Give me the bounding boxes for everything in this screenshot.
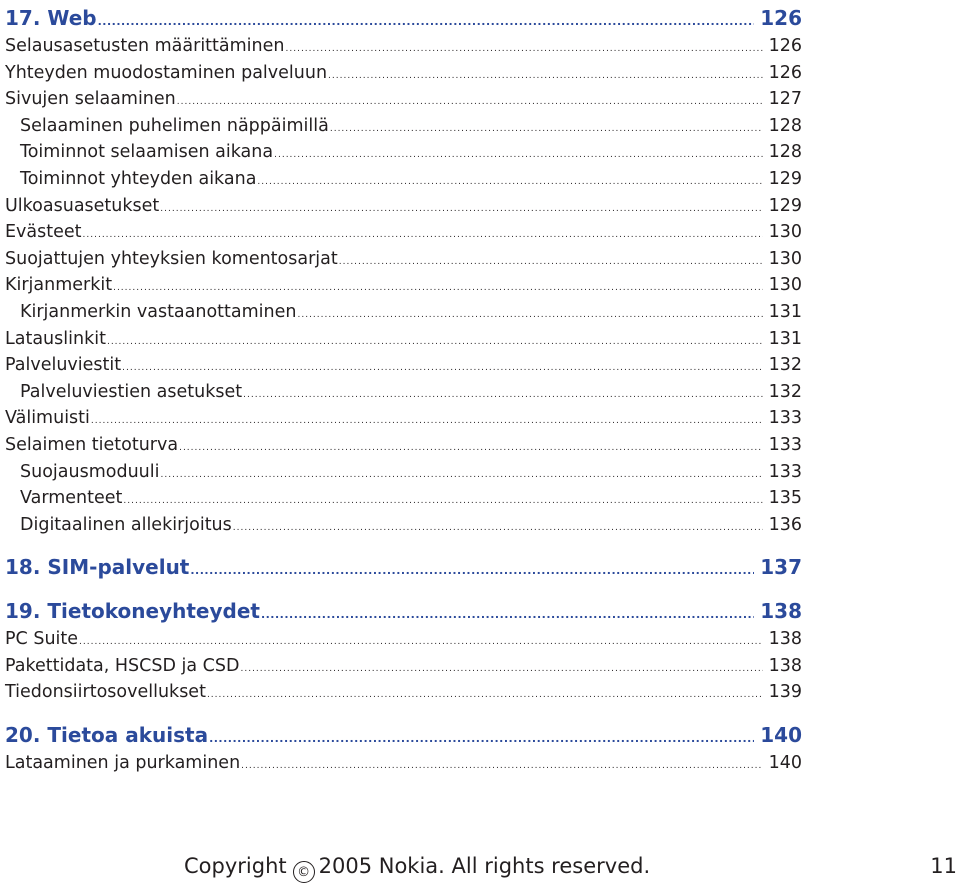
toc-label: 18. SIM-palvelut <box>5 555 190 580</box>
toc-label: Suojattujen yhteyksien komentosarjat <box>5 248 338 269</box>
toc-leader-dots <box>257 169 762 196</box>
toc-entry-row[interactable] <box>5 139 802 166</box>
toc-leader-dots <box>286 36 763 63</box>
copyright-text: 2005 Nokia. All rights reserved. <box>318 854 651 878</box>
toc-label: Selausasetusten määrittäminen <box>5 36 285 56</box>
toc-entry-row[interactable] <box>5 432 802 459</box>
toc-leader-dots <box>160 462 762 489</box>
toc-label: Selaimen tietoturva <box>5 434 179 455</box>
toc-leader-dots <box>241 753 762 780</box>
toc-leader-dots <box>243 382 762 409</box>
toc-label: Toiminnot yhteyden aikana <box>20 168 257 189</box>
toc-label: Lataaminen ja purkaminen <box>5 753 241 774</box>
toc-page-number: 126 <box>768 36 802 56</box>
toc-chapter-row[interactable] <box>5 3 802 33</box>
toc-page-number: 133 <box>768 408 802 429</box>
toc-label: Välimuisti <box>5 408 90 429</box>
toc-page-number: 129 <box>768 195 802 216</box>
toc-entry-row[interactable] <box>5 512 802 539</box>
toc-leader-dots <box>190 556 754 586</box>
toc-page-number: 128 <box>768 115 802 136</box>
toc-entry-row[interactable] <box>5 246 802 273</box>
toc-page-number: 138 <box>760 599 802 624</box>
toc-leader-dots <box>179 435 763 462</box>
toc-chapter-row[interactable] <box>5 596 802 626</box>
toc-page-number: 139 <box>768 682 802 703</box>
copyright-notice <box>184 854 650 883</box>
toc-page-number: 129 <box>768 168 802 189</box>
toc-page-number: 130 <box>768 275 802 296</box>
toc-entry-row[interactable] <box>5 405 802 432</box>
toc-leader-dots <box>330 116 763 143</box>
toc-label: Toiminnot selaamisen aikana <box>20 142 274 163</box>
toc-leader-dots <box>261 600 754 630</box>
toc-label: Evästeet <box>5 222 82 243</box>
toc-label: Latauslinkit <box>5 328 106 349</box>
toc-leader-dots <box>107 329 763 356</box>
toc-entry-row[interactable] <box>5 219 802 246</box>
toc-entry-row[interactable] <box>5 86 802 113</box>
toc-leader-dots <box>122 355 762 382</box>
toc-page-number: 130 <box>768 222 802 243</box>
page-number: 11 <box>930 854 957 878</box>
toc-page-number: 140 <box>760 723 802 748</box>
toc-label: Sivujen selaaminen <box>5 89 176 110</box>
toc-page-number: 136 <box>768 514 802 535</box>
toc-leader-dots <box>91 408 763 435</box>
copyright-prefix: Copyright <box>184 854 287 878</box>
toc-entry-row[interactable] <box>5 750 802 777</box>
toc-page-number: 126 <box>760 6 802 30</box>
toc-page-number: 133 <box>768 461 802 482</box>
toc-entry-row[interactable] <box>5 33 802 60</box>
toc-label: Kirjanmerkit <box>5 275 113 296</box>
toc-page-number: 133 <box>768 434 802 455</box>
toc-entry-row[interactable] <box>5 299 802 326</box>
toc-leader-dots <box>233 515 763 542</box>
toc-entry-row[interactable] <box>5 485 802 512</box>
toc-page-number: 131 <box>768 301 802 322</box>
toc-label: Varmenteet <box>20 488 123 509</box>
toc-label: 20. Tietoa akuista <box>5 723 209 748</box>
toc-label: Tiedonsiirtosovellukset <box>5 682 206 703</box>
toc-leader-dots <box>240 656 762 683</box>
toc-page-number: 126 <box>768 62 802 83</box>
toc-page-number: 140 <box>768 753 802 774</box>
toc-chapter-row[interactable] <box>5 552 802 582</box>
toc-entry-row[interactable] <box>5 379 802 406</box>
toc-leader-dots <box>83 222 763 249</box>
toc-label: 19. Tietokoneyhteydet <box>5 599 260 624</box>
toc-leader-dots <box>339 249 763 276</box>
table-of-contents <box>5 3 802 777</box>
toc-label: Palveluviestit <box>5 355 122 376</box>
toc-entry-row[interactable] <box>5 113 802 140</box>
toc-label: Selaaminen puhelimen näppäimillä <box>20 115 329 136</box>
toc-label: PC Suite <box>5 629 79 650</box>
toc-leader-dots <box>113 275 763 302</box>
toc-label: Pakettidata, HSCSD ja CSD <box>5 655 240 676</box>
toc-label: Kirjanmerkin vastaanottaminen <box>20 301 297 322</box>
toc-label: Palveluviestien asetukset <box>20 381 243 402</box>
toc-entry-row[interactable] <box>5 272 802 299</box>
toc-entry-row[interactable] <box>5 679 802 706</box>
toc-leader-dots <box>209 724 754 754</box>
page-footer <box>0 852 960 884</box>
toc-entry-row[interactable] <box>5 626 802 653</box>
toc-label: Ulkoasuasetukset <box>5 195 160 216</box>
toc-leader-dots <box>328 63 763 90</box>
toc-leader-dots <box>207 682 763 709</box>
toc-leader-dots <box>177 89 763 116</box>
toc-entry-row[interactable] <box>5 459 802 486</box>
toc-page-number: 128 <box>768 142 802 163</box>
toc-entry-row[interactable] <box>5 326 802 353</box>
toc-leader-dots <box>297 302 762 329</box>
toc-entry-row[interactable] <box>5 60 802 87</box>
toc-label: 17. Web <box>5 6 97 30</box>
toc-entry-row[interactable] <box>5 193 802 220</box>
toc-leader-dots <box>160 196 762 223</box>
toc-page-number: 135 <box>768 488 802 509</box>
toc-page-number: 127 <box>768 89 802 110</box>
toc-leader-dots <box>79 629 763 656</box>
toc-entry-row[interactable] <box>5 653 802 680</box>
toc-label: Suojausmoduuli <box>20 461 160 482</box>
toc-page-number: 138 <box>768 629 802 650</box>
toc-leader-dots <box>274 142 762 169</box>
toc-page-number: 138 <box>768 655 802 676</box>
toc-page-number: 132 <box>768 355 802 376</box>
copyright-icon: © <box>293 861 315 883</box>
toc-label: Yhteyden muodostaminen palveluun <box>5 62 328 83</box>
toc-chapter-row[interactable] <box>5 720 802 750</box>
toc-label: Digitaalinen allekirjoitus <box>20 514 232 535</box>
toc-page-number: 132 <box>768 381 802 402</box>
toc-page-number: 137 <box>760 555 802 580</box>
toc-page-number: 131 <box>768 328 802 349</box>
toc-entry-row[interactable] <box>5 352 802 379</box>
toc-page-number: 130 <box>768 248 802 269</box>
toc-leader-dots <box>123 488 762 515</box>
toc-entry-row[interactable] <box>5 166 802 193</box>
